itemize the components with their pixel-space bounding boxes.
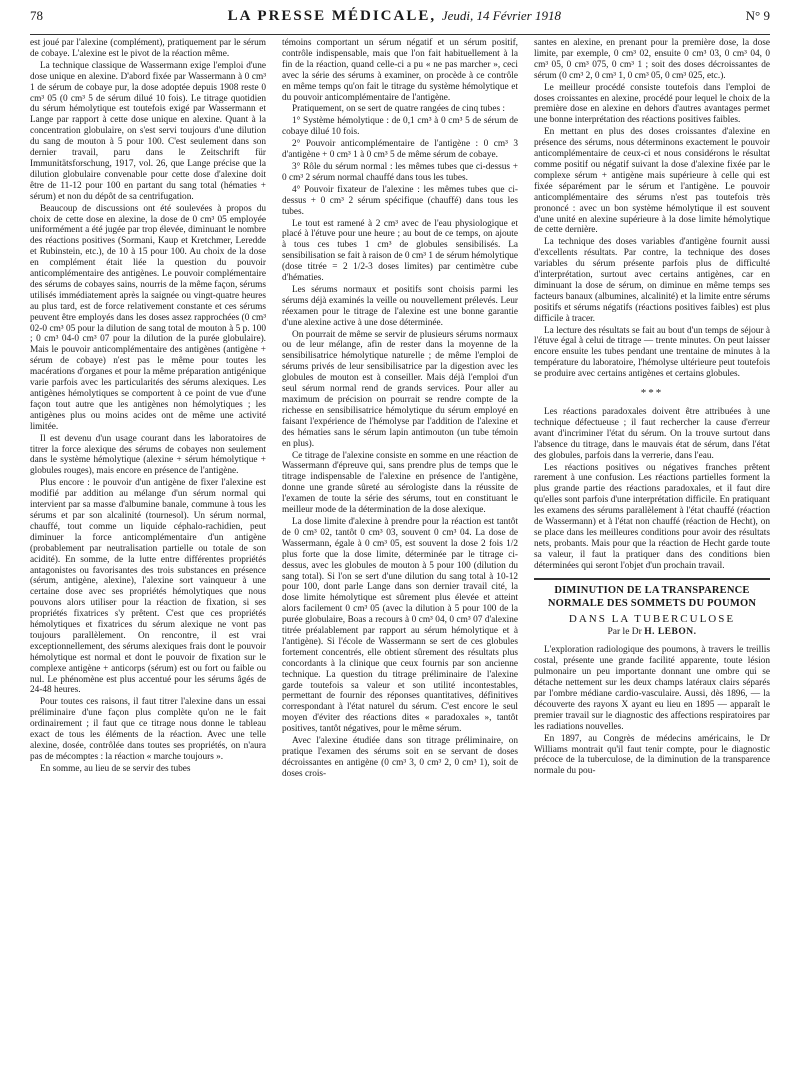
journal-title: [228, 8, 561, 25]
paragraph: Beaucoup de discussions ont été soulevées à propos du choix de cette dose en alexine, la dose de 0 cm³ 05 employée uniformément a été jugée par trop élevée, diminuant le nombre des réactions positives (Sormani, Kaup et Kretchmer, Leredde et Rubinstein, etc.), de 10 à 15 pour 100. Au choix de la dose en complément était liée la question du pouvoir anticomplémentaire des antigènes. Le pouvoir complémentaire des sérums de cobayes sains, nourris de la même façon, sérums utilisés immédiatement après la saignée ou vingt-quatre heures au plus tard, est de force relativement constante et ces sérums peuvent être employés dans les doses assez rapprochées (0 cm³ 02-0 cm³ 05 pour la dilution de sang total de mouton à 5 p. 100 ; 0 cm³ 04-0 cm³ 07 pour la dilution de la purée globulaire). Mais le pouvoir anticomplémentaire des antigènes (antigène + sérum de cobaye) n'est pas le même pour toutes les macérations d'organes et pour la même préparation antigénique varie parfois avec les particularités des sérums alexiques. Les antigènes hémolytiques se comportent à ce point de vue d'une façon tout autre que les antigènes non hémolytiques ; les antigènes plus ou moins acides ont de même une activité limitée.: [30, 203, 266, 432]
paragraph: On pourrait de même se servir de plusieurs sérums normaux ou de leur mélange, afin de rester dans la moyenne de la sensibilisatrice hémolytique naturelle ; de même l'emploi de sérums privés de leur sensibilisatrice par la digestion avec les globules de mouton est à conseiller. Mais déjà l'emploi d'un seul sérum normal rend de grands services. Pour aller au maximum de précision on pourrait se rendre compte de la richesse en sensibilisatrice hémolytique du sérum employé en faisant l'expérience de l'hémolyse par l'addition de l'alexine et des hématies sans le sérum lapin antimouton (un tube témoin en plus).: [282, 329, 518, 449]
paragraph: La lecture des résultats se fait au bout d'un temps de séjour à l'étuve égal à celui de titrage — trente minutes. On peut laisser encore ensuite les tubes pendant une trentaine de minutes à la température du laboratoire, l'hémolyse ultérieure peut toutefois se produire avec certains antigènes et certains globules.: [534, 325, 770, 380]
paragraph: Les réactions positives ou négatives franches prêtent rarement à une confusion. Les réactions partielles forment la plus grande partie des réactions paradoxales, et il faut dire qu'elles sont parfois d'une interprétation difficile. En pratiquant les examens des sérums parallèlement à l'état chauffé (réaction de Wassermann) et à l'état non chauffé (réaction de Hecht), on se place dans les meilleures conditions pour avoir des résultats nets, probants. Mais pour que la réaction de Hecht garde toute sa valeur, il faut la pratiquer dans des conditions bien déterminées qui seront l'objet d'un prochain travail.: [534, 462, 770, 571]
paragraph: La technique classique de Wassermann exige l'emploi d'une dose unique en alexine. D'abord fixée par Wassermann à 0 cm³ 1 de sérum de cobaye pur, la dose adoptée depuis 1908 reste 0 cm³ 05 (0 cm³ 5 de sérum dilué 10 fois). Le titrage quotidien du sérum hémolytique est toutefois exigé par Wassermann et Lange par rapport à cette dose unique en alexine. Quant à la concentration globulaire, on s'est servi toujours d'une dilution du sang de mouton à 5 pour 100. C'est seulement dans son dernier travail, paru dans le Zeitschrift für Immunitätsforschung, 1917, vol. 26, que Lange précise que la dilution globulaire convenable pour cette dose d'alexine doit être de 11-12 pour 100 en partant du sang total (hématies + sérum) et non du dépôt de sa centrifugation.: [30, 60, 266, 202]
list-item: 4° Pouvoir fixateur de l'alexine : les mêmes tubes que ci-dessus + 0 cm³ 2 sérum spécifique (chauffé) dans tous les tubes.: [282, 184, 518, 217]
column-2: [282, 38, 518, 1078]
paragraph: La dose limite d'alexine à prendre pour la réaction est tantôt de 0 cm³ 02, tantôt 0 cm³ 03, souvent 0 cm³ 04. La dose de Wassermann, égale à 0 cm³ 05, est souvent la dose 2 fois 1/2 plus forte que la dose limite, déterminée par le titrage ci-dessus, avec les globules de mouton à 5 pour 100 (dilution du sang total). Si l'on se sert d'une dilution du sang total à 10-12 pour 100, dont parle Lange dans son dernier travail cité, la dose limite hémolytique est sûrement plus élevée et atteint alors facilement 0 cm³ 05 (avec la dilution à 5 pour 100 de la purée globulaire, Boas a recours à 0 cm³ 04, 0 cm³ 07 d'alexine titrée préalablement par rapport au sérum hémolytique et à l'antigène). Si l'école de Wassermann se sert de ces globules fortement concentrés, elle obtient sûrement des résultats plus concordants à la clinique que ceux fournis par son ancienne technique. La question du titrage préliminaire de l'alexine garde toutefois sa valeur et son utilité incontestables, permettant de fournir des réponses quantitatives, définitives correspondant à l'état naturel du sérum. C'est encore le seul moyen d'éviter des réactions dites « paradoxales », tantôt positives, tantôt négatives, pour le même sérum.: [282, 516, 518, 735]
article-subtitle: DANS LA TUBERCULOSE: [568, 612, 736, 625]
section-separator: ***: [640, 387, 664, 400]
paragraph: Pour toutes ces raisons, il faut titrer l'alexine dans un essai préliminaire d'une façon plus complète qu'on ne le fait ordinairement ; il faut que ce titrage nous donne le tableau exact de tous les éléments de la réaction. Avec une telle alexine, dosée, contrôlée dans toutes ses propriétés, on n'aura pas de mécomptes : la réaction « marche toujours ».: [30, 697, 266, 762]
paragraph: L'exploration radiologique des poumons, à travers le treillis costal, présente une grande facilité apparente, toute lésion pulmonaire un peu importante donnant une ombre qui se détache nettement sur les deux champs latéraux clairs séparés par l'ombre médiane cardio-vasculaire. Aussi, dès 1896, — la découverte des rayons X ayant eu lieu en 1895 — apparaît le premier travail sur le diagnostic des affections respiratoires par les radiations nouvelles.: [534, 645, 770, 732]
paragraph: Les sérums normaux et positifs sont choisis parmi les sérums déjà examinés la veille ou nouvellement prélevés. Leur réexamen pour le titrage de l'alexine est une bonne garantie d'une alexine active à une dose déterminée.: [282, 284, 518, 328]
article-divider: [534, 578, 770, 580]
issue-date: Jeudi, 14 Février 1918: [441, 8, 561, 23]
paragraph: Pratiquement, on se sert de quatre rangées de cinq tubes :: [292, 104, 505, 115]
paragraph: Avec l'alexine étudiée dans son titrage préliminaire, on pratique l'examen des sérums soit en se servant de doses décroissantes en antigène (0 cm³ 3, 0 cm³ 2, 0 cm³ 1), soit de doses crois-: [282, 736, 518, 779]
author-name: H. LEBON.: [644, 626, 697, 637]
page-number: 78: [30, 8, 43, 23]
paragraph: Plus encore : le pouvoir d'un antigène de fixer l'alexine est modifié par addition au mélange d'un sérum normal qui intervient par sa masse d'albumine banale, commune à tous les sérums et par son alcalinité (tournesol). Un sérum normal, chauffé, tout comme un liquide céphalo-rachidien, peut diminuer la force anticomplémentaire d'un antigène (probablement par neutralisation partielle ou totale de son acidité). En somme, de la lutte entre différentes propriétés antagonistes ou favorisantes des trois substances en présence (sérum, antigène, alexine), l'alexine sort vainqueur à une certaine dose avec ses propriétés hémolytiques que nous pouvons alors utiliser pour la réaction de fixation, si ses propriétés fixatrices s'y prêtent. C'est que ces propriétés hémolytiques et fixatrices du sérum alexique ne vont pas toujours parallèlement. On rencontre, il est vrai exceptionnellement, des sérums alexiques frais dont le pouvoir hémolytique est normal et dont le pouvoir de fixation sur le complexe antigène + anticorps (sérum) est ou fort ou faible ou nul. Le phénomène est plus accentué pour les sérums âgés de 24-48 heures.: [30, 478, 266, 696]
paragraph: En somme, au lieu de se servir des tubes: [40, 763, 191, 774]
list-item: 3° Rôle du sérum normal : les mêmes tubes que ci-dessus + 0 cm³ 2 sérum normal chauffé dans tous les tubes.: [282, 161, 518, 183]
issue-number: N° 9: [745, 8, 770, 23]
article-title: DIMINUTION DE LA TRANSPARENCE NORMALE DES SOMMETS DU POUMON: [547, 584, 757, 609]
column-1: [30, 38, 266, 1078]
paragraph: Les réactions paradoxales doivent être attribuées à une technique défectueuse ; il faut rechercher la cause d'erreur avant d'incriminer l'état du sérum. On la trouve surtout dans l'absence du titrage, dans le mauvais état de sérum, dans l'état des globules, parfois dans la verrerie, dans l'eau.: [534, 407, 770, 461]
list-item: 1° Système hémolytique : de 0,1 cm³ à 0 cm³ 5 de sérum de cobaye dilué 10 fois.: [282, 116, 518, 138]
paragraph: Le meilleur procédé consiste toutefois dans l'emploi de doses croissantes en alexine, procédé pour lequel le choix de la première dose en alexine en dehors d'autres avantages permet une bonne interprétation des réactions positives faibles.: [534, 82, 770, 126]
paragraph: est joué par l'alexine (complément), pratiquement par le sérum de cobaye. L'alexine est le pivot de la réaction même.: [30, 38, 266, 59]
paragraph: La technique des doses variables d'antigène fournit aussi d'excellents résultats. Par contre, la technique des doses variables du sérum présente parfois plus de difficulté d'interprétation, surtout avec certains antigènes, car en diminuant la dose de sérum, on diminue en même temps ses facteurs banaux (albumines, alcalinité) et la limite entre sérums positifs et sérums négatifs (réactions positives faibles) est plus difficile à tracer.: [534, 237, 770, 324]
paragraph: Le tout est ramené à 2 cm³ avec de l'eau physiologique et placé à l'étuve pour une heure ; au bout de ce temps, on ajoute à tous ces tubes 1 cm³ de globules sensibilisés. La sensibilisation se fait à raison de 0 cm³ 1 de sérum hémolytique (dose titrée = 2 1/2-3 doses limites) par centimètre cube d'hématies.: [282, 218, 518, 284]
paragraph: Il est devenu d'un usage courant dans les laboratoires de titrer la force alexique des sérums de cobayes non seulement dans le système hémolytique (alexine + sérum hémolytique + globules rouges), mais encore en présence de l'antigène.: [30, 433, 266, 477]
journal-name: LA PRESSE MÉDICALE,: [227, 8, 437, 24]
column-3: [534, 38, 770, 1078]
article-byline: [534, 627, 770, 638]
paragraph: En 1897, au Congrès de médecins américains, le Dr Williams montrait qu'il faut tenir compte, pour le diagnostic précoce de la tuberculose, de la diminution de la transparence normale du pou-: [534, 733, 770, 777]
byline-prefix: Par le Dr: [607, 626, 642, 637]
paragraph: santes en alexine, en prenant pour la première dose, la dose limite, par exemple, 0 cm³ 02, ensuite 0 cm³ 03, 0 cm³ 04, 0 cm³ 05, 0 cm³ 075, 0 cm³ 1 ; soit des doses décroissantes de sérum (0 cm³ 2, 0 cm³ 1, 0 cm³ 05, 0 cm³ 025, etc.).: [534, 38, 770, 81]
paragraph: témoins comportant un sérum négatif et un sérum positif, contrôle indispensable, mais que l'on fait habituellement à la fin de la réaction, quand celle-ci a pu « ne pas marcher », ceci avec la série des sérums à examiner, on procède à ce contrôle en même temps qu'on fait le titrage du système hémolytique et du pouvoir anticomplémentaire de l'antigène.: [282, 38, 518, 103]
paragraph: Ce titrage de l'alexine consiste en somme en une réaction de Wassermann d'épreuve qui, sans prendre plus de temps que le titrage indispensable de l'alexine en présence de l'antigène, donne une grande sûreté au sérologiste dans la réussite de l'examen de toute la série des sérums, tout en constituant le meilleur mode de la détermination de la dose alexique.: [282, 450, 518, 516]
list-item: 2° Pouvoir anticomplémentaire de l'antigène : 0 cm³ 3 d'antigène + 0 cm³ 1 à 0 cm³ 5 de même sérum de cobaye.: [282, 139, 518, 161]
paragraph: En mettant en plus des doses croissantes d'alexine en présence des sérums, nous déterminons exactement le pouvoir anticomplémentaire de ceux-ci et nous considérons le résultat comme positif ou négatif suivant la dose d'alexine fixée par le complexe sérum + antigène mais supérieure à celle qui est fixée séparément par le sérum et l'antigène. Le pouvoir anticomplémentaire des sérums n'est pas toutefois très prononcé : avec un bon système hémolytique il est souvent d'une unité en alexine supérieure à la dose limite hémolytique de cette dernière.: [534, 127, 770, 236]
page-header: [30, 8, 770, 35]
